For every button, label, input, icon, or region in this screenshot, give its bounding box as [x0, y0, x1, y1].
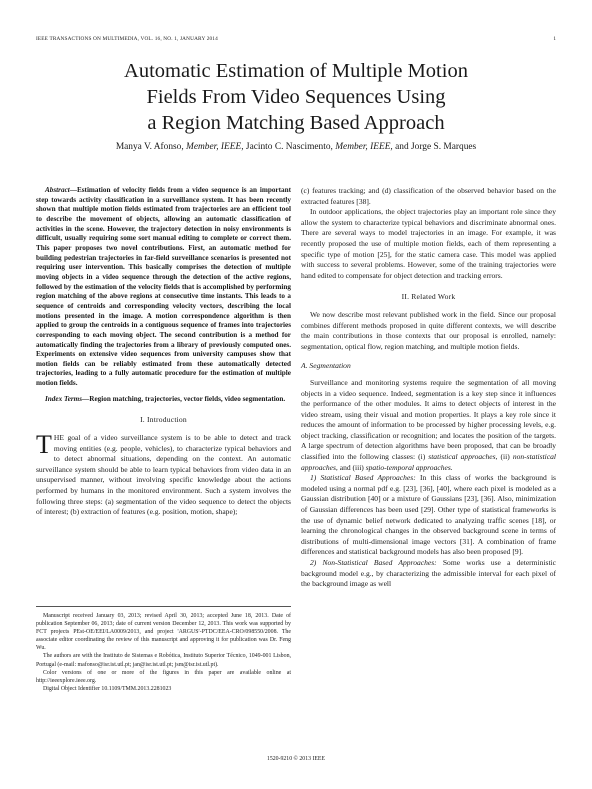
body-paragraph: In outdoor applications, the object trajectories play an important role since they allow the system to characterize typical behaviors and discriminate abnormal ones. There are several ways to model trajectories in an image. For example, it was recently proposed the use of multiple motion fields, each of them representing a specific type of motion [25], for the static camera case. This model was applied with success to several problems. However, some of the training trajectories were hand edited to compensate for object detection and tracking errors. [301, 207, 556, 280]
class-marker: and (iii) [339, 462, 364, 472]
title-line: a Region Matching Based Approach [147, 112, 445, 134]
author-name: Jacinto C. Nascimento, [245, 142, 333, 152]
abstract-text: Estimation of velocity fields from a video sequence is an important step towards activity classification in a surveillance system. It has been recently shown that multiple motion fields estimated from trajectories are an efficient tool to describe the movement of objects, allowing an automatic classification of activities in the scene. However, the trajectory detection in noisy environments is difficult, usually requiring some sort manual editing to complete or correct them. This paper proposes two novel contributions. First, an automatic method for building pedestrian trajectories in far-field surveillance scenarios is presented not requiring user intervention. This basically comprises the detection of multiple moving objects in a video sequence through the detection of the active regions, followed by the estimation of the velocity fields that is accomplished by performing region matching of the above regions at consecutive time instants. This leads to a sequence of centroids and corresponding velocity vectors, describing the local motions presented in the image. A motion correspondence algorithm is then applied to group the centroids in a contiguous sequence of frames into trajectories corresponding to each moving object. The second contribution is a method for automatically finding the trajectories from a library of previously computed ones. Experiments on extensive video sequences from university campuses show that motion fields can be reliably estimated from these automatically detected trajectories, leading to a fully automatic procedure for the estimation of multiple motion fields. [36, 186, 291, 388]
section-heading-related-work: II. Related Work [401, 292, 456, 302]
subsection-heading-segmentation: A. Segmentation [301, 361, 351, 371]
class-marker: (ii) [500, 452, 510, 462]
class-name: statistical approaches, [428, 452, 498, 462]
segmentation-text: Surveillance and monitoring systems require the segmentation of all moving objects in a video sequence. Indeed, segmentation is a key step since it influences the performance of the other modules. It aims to detect objects of interest in the video stream, using their visual and motion properties. It plays a key role since it reduces the amount of information to be processed by higher processing levels, e.g. object tracking, classification or recognition; and locates the position of the targets. A large spectrum of detection algorithms have been proposed, that can be broadly classified into the following classes: (i) [301, 377, 556, 462]
footnotes [36, 606, 291, 693]
left-column [36, 186, 291, 518]
drop-cap: T [36, 430, 52, 460]
body-paragraph: We now describe most relevant published work in the field. Since our proposal combines different methods proposed in quite different contexts, we will describe the main contributions in those contexts that our proposal is enrolled, namely: segmentation, optical flow, region matching, and multiple motion fields. [301, 309, 556, 351]
section-heading-introduction: I. Introduction [140, 415, 187, 425]
running-header: IEEE TRANSACTIONS ON MULTIMEDIA, VOL. 16, NO. 1, JANUARY 2014 [36, 36, 218, 42]
title-line: Automatic Estimation of Multiple Motion [124, 60, 468, 82]
author-list [36, 142, 556, 152]
author-name: Manya V. Afonso, [115, 142, 184, 152]
body-paragraph [301, 558, 556, 590]
introduction-text: HE goal of a video surveillance system is to be able to detect and track moving entities (e.g. people, vehicles), to characterize typical behaviors and to detect abnormal situations, depending on the context. An automatic surveillance system should be able to learn typical behaviors from video data in an unsupervised manner, without involving specific knowledge about the actions performed by humans in the monitored environment. Such a system involves the following three steps: (a) segmentation of the video sequence to detect the objects of interest; (b) extraction of features (e.g. position, motion, shape); [36, 433, 291, 517]
paragraph-heading: 1) Statistical Based Approaches: [310, 473, 416, 483]
paper-title [36, 58, 556, 136]
index-terms-text: Region matching, trajectories, vector fields, video segmentation. [89, 394, 286, 403]
paragraph-heading: 2) Non-Statistical Based Approaches: [310, 558, 437, 567]
page-number: 1 [553, 36, 556, 42]
body-paragraph [301, 473, 556, 558]
author-conjunction: and [395, 142, 409, 152]
paragraph-text: In this class of works the background is modeled using a normal pdf e.g. [23], [36], [40], where each pixel is modeled as a Gaussian distribution [40] or a mixture of Gaussians [23], [36]. Also, minimization of Gaussian differences has been used [29]. Other type of statistical frameworks is the use of dynamic belief network dedicated to analyzing traffic scenes [18], or learning the chronological changes in the observed background scene in terms of distributions of multi-dimensional image vectors [31]. A combination of frame differences and statistical background models has also been proposed [9]. [301, 473, 556, 557]
paragraph-text: Some works use a deterministic background model e.g., by characterizing the admissible interval for each pixel of the background image as well [301, 558, 556, 589]
body-paragraph [301, 378, 556, 473]
class-name: spatio-temporal approaches. [365, 462, 453, 472]
footnote: Color versions of one or more of the figures in this paper are available online at http://ieeexplore.ieee.org. [36, 669, 291, 684]
footnote: Manuscript received January 03, 2013; revised April 30, 2013; accepted June 18, 2013. Date of publication September 06, 2013; date of current version December 12, 2013. This work was supported by FCT projects PEst-OE/EEI/LA0009/2013, and project 'ARGUS'-PTDC/EEA-CRO/098550/2008. The associate editor coordinating the review of this manuscript and approving it for publication was Dr. Feng Wu. [36, 613, 291, 652]
author-role: Member, IEEE, [186, 142, 244, 152]
index-terms-label: Index Terms— [45, 394, 90, 403]
body-paragraph: (c) features tracking; and (d) classification of the observed behavior based on the extracted features [38]. [301, 186, 556, 206]
footnote: Digital Object Identifier 10.1109/TMM.2013.2281023 [43, 685, 172, 692]
introduction-paragraph [36, 430, 291, 518]
class-name: non-statistical approaches, [301, 452, 556, 472]
footnote: The authors are with the Instituto de Sistemas e Robótica, Instituto Superior Técnico, 1049-001 Lisbon, Portugal (e-mail: mafonso@isr.ist.utl.pt; jan@isr.ist.utl.pt; jsm@isr.ist.utl.pt). [36, 653, 291, 668]
abstract-label: Abstract— [45, 186, 77, 194]
author-name: Jorge S. Marques [411, 142, 477, 152]
author-role: Member, IEEE, [335, 142, 393, 152]
copyright-footer: 1520-9210 © 2013 IEEE [266, 756, 326, 762]
right-column [301, 186, 556, 590]
title-line: Fields From Video Sequences Using [146, 86, 446, 108]
abstract [36, 186, 291, 404]
